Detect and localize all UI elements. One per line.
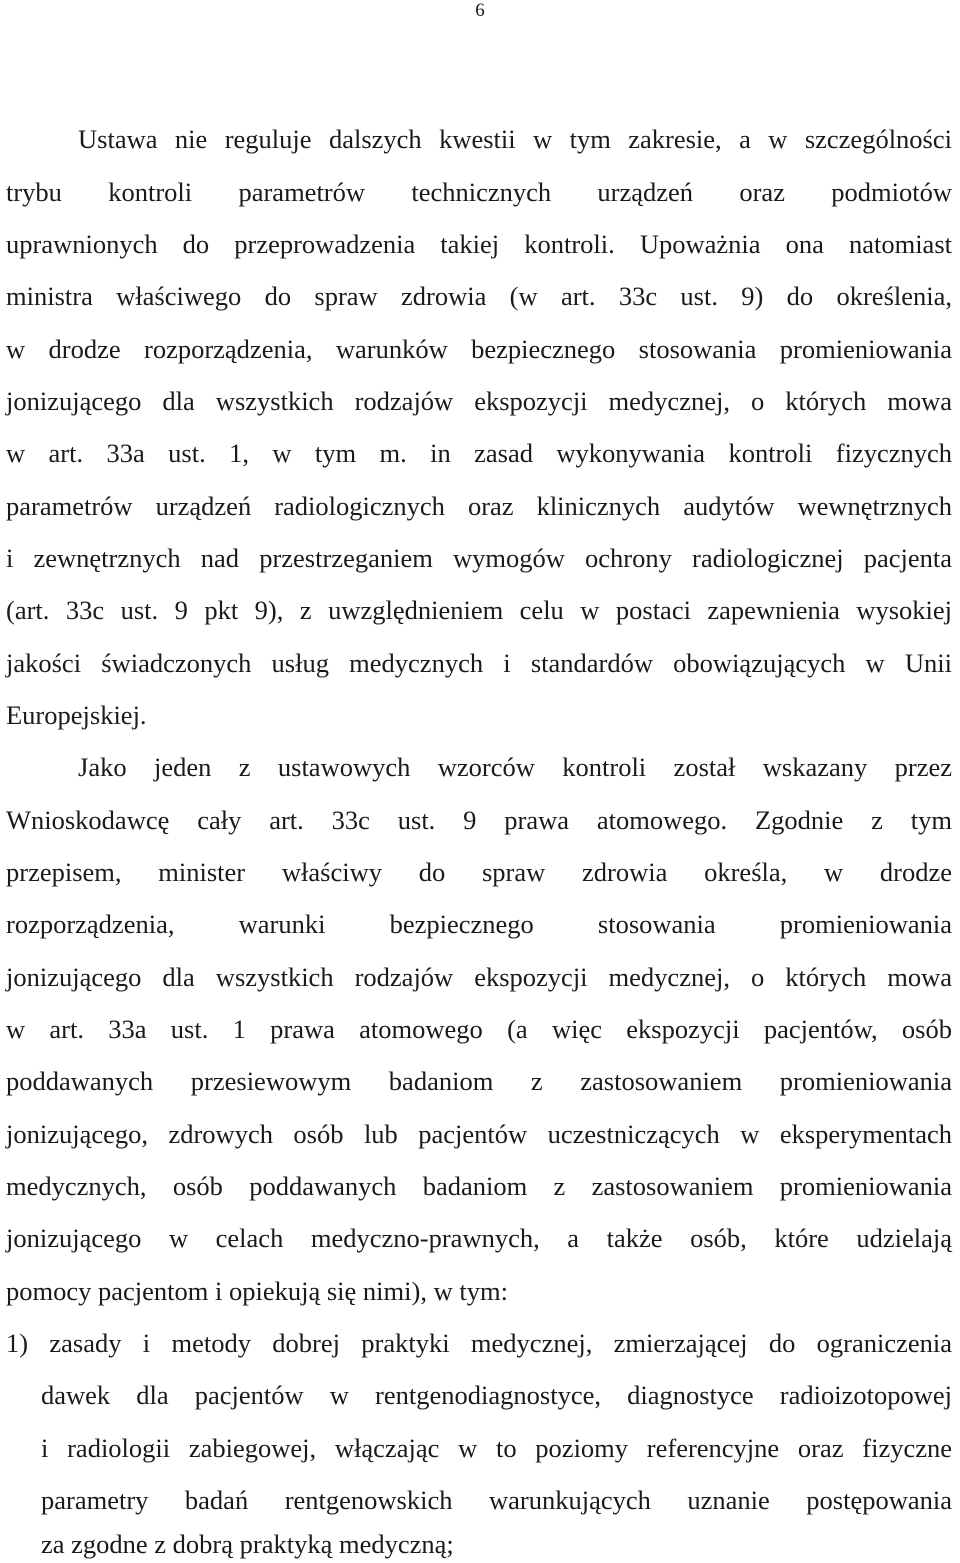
paragraph-line: w art. 33a ust. 1, w tym m. in zasad wykonywania kontroli fizycznych: [6, 438, 952, 468]
paragraph-line: jonizującego dla wszystkich rodzajów ekspozycji medycznej, o których mowa: [6, 962, 952, 992]
paragraph-line: jonizującego dla wszystkich rodzajów ekspozycji medycznej, o których mowa: [6, 386, 952, 416]
paragraph-line: Ustawa nie reguluje dalszych kwestii w tym zakresie, a w szczególności: [78, 124, 952, 154]
paragraph-line: Jako jeden z ustawowych wzorców kontroli został wskazany przez: [78, 752, 952, 782]
paragraph-line: przepisem, minister właściwy do spraw zdrowia określa, w drodze: [6, 857, 952, 887]
page-number: 6: [475, 0, 485, 21]
paragraph-line: medycznych, osób poddawanych badaniom z zastosowaniem promieniowania: [6, 1171, 952, 1201]
list-item-line: 1) zasady i metody dobrej praktyki medycznej, zmierzającej do ograniczenia: [6, 1328, 952, 1358]
paragraph-line: w drodze rozporządzenia, warunków bezpiecznego stosowania promieniowania: [6, 334, 952, 364]
paragraph-line: parametrów urządzeń radiologicznych oraz klinicznych audytów wewnętrznych: [6, 491, 952, 521]
paragraph-line: jakości świadczonych usług medycznych i standardów obowiązujących w Unii: [6, 648, 952, 678]
list-item-line: parametry badań rentgenowskich warunkujących uznanie postępowania: [41, 1485, 952, 1515]
paragraph-line: rozporządzenia, warunki bezpiecznego stosowania promieniowania: [6, 909, 952, 939]
paragraph-line: pomocy pacjentom i opiekują się nimi), w tym:: [6, 1276, 508, 1306]
paragraph-line: Europejskiej.: [6, 700, 147, 730]
paragraph-line: (art. 33c ust. 9 pkt 9), z uwzględnieniem celu w postaci zapewnienia wysokiej: [6, 595, 952, 625]
paragraph-line: jonizującego, zdrowych osób lub pacjentów uczestniczących w eksperymentach: [6, 1119, 952, 1149]
paragraph-line: i zewnętrznych nad przestrzeganiem wymogów ochrony radiologicznej pacjenta: [6, 543, 952, 573]
list-item-line: dawek dla pacjentów w rentgenodiagnostyce, diagnostyce radioizotopowej: [41, 1380, 952, 1410]
paragraph-line: w art. 33a ust. 1 prawa atomowego (a więc ekspozycji pacjentów, osób: [6, 1014, 952, 1044]
paragraph-line: trybu kontroli parametrów technicznych urządzeń oraz podmiotów: [6, 177, 952, 207]
paragraph-line: ministra właściwego do spraw zdrowia (w art. 33c ust. 9) do określenia,: [6, 281, 952, 311]
paragraph-line: poddawanych przesiewowym badaniom z zastosowaniem promieniowania: [6, 1066, 952, 1096]
paragraph-line: uprawnionych do przeprowadzenia takiej kontroli. Upoważnia ona natomiast: [6, 229, 952, 259]
list-item-line: i radiologii zabiegowej, włączając w to poziomy referencyjne oraz fizyczne: [41, 1433, 952, 1463]
paragraph-line: jonizującego w celach medyczno-prawnych, a także osób, które udzielają: [6, 1223, 952, 1253]
paragraph-line: Wnioskodawcę cały art. 33c ust. 9 prawa atomowego. Zgodnie z tym: [6, 805, 952, 835]
list-item-line: za zgodne z dobrą praktyką medyczną;: [41, 1529, 454, 1559]
